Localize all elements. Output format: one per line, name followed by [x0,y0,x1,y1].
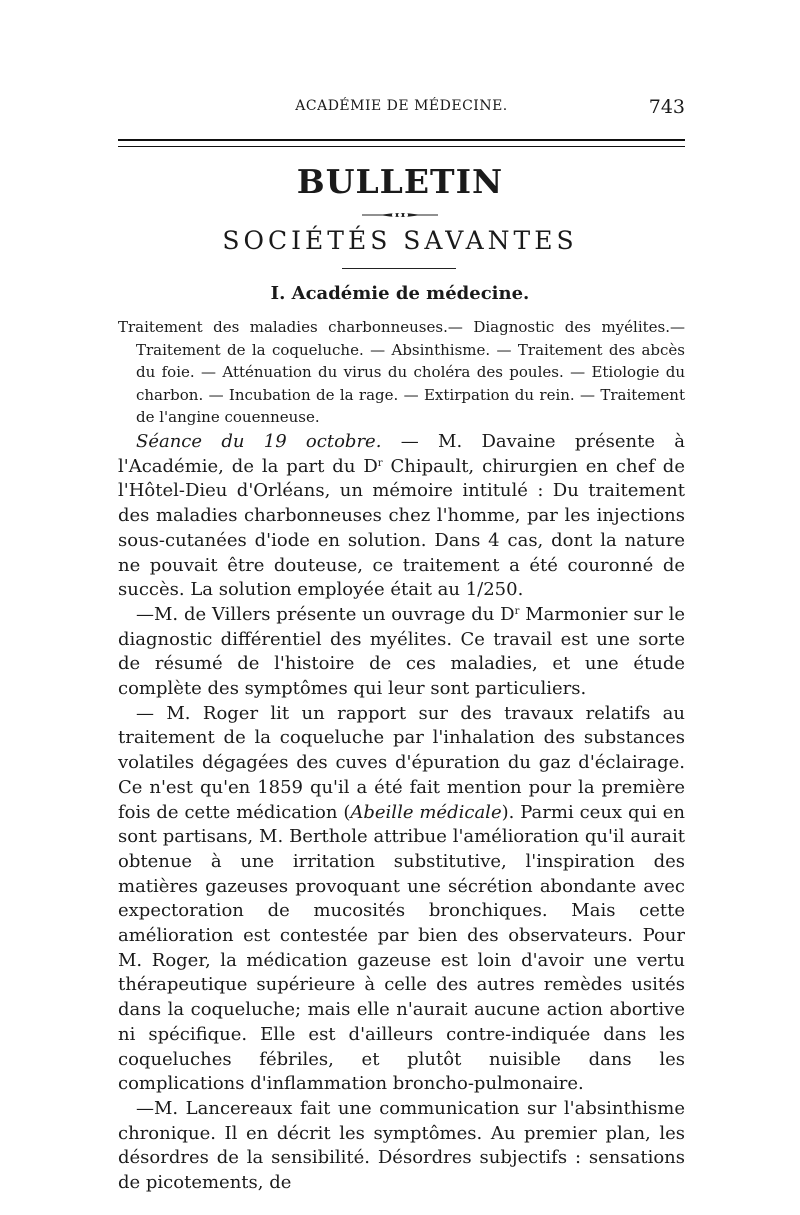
bulletin-title: BULLETIN [296,162,504,201]
section-summary [118,316,685,429]
section-rule [342,268,456,269]
seance-date: Séance du 19 octobre. [136,431,382,452]
paragraph-roger [118,702,685,1097]
ornament-divider [360,210,440,220]
journal-title: Abeille médicale [350,801,502,823]
running-head [118,98,685,122]
paragraph-text: ). Parmi ceux qui en sont partisans, M. Berthole attribue l'amélioration qu'il aurait obtenue à une irritation substitutive, l'inspiration des matières gazeuses provoquant une sécrétion abondante avec expectoration de mucosités bronchiques. Mais cette amélioration est contestée par bien des observateurs. Pour M. Roger, la médication gazeuse est loin d'avoir une vertu thérapeutique supérieure à celle des autres remèdes usités dans la coqueluche; mais elle n'aurait aucune action abortive ni spécifique. Elle est d'ailleurs contre-indiquée dans les coqueluches fébriles, et plutôt nuisible dans les complications d'inflammation broncho-pulmonaire. [118,801,685,1095]
paragraph-text: — M. Davaine présente à l'Académie, de la part du D [118,431,685,477]
article-body [118,430,685,1196]
superscript: r [514,605,520,617]
paragraph-villers [118,603,685,702]
paragraph-text: Chipault, chirurgien en chef de l'Hôtel-Dieu d'Orléans, un mémoire intitulé : Du traitement des maladies charbonneuses chez l'homme, par les injections sous-cutanées d'iode en solution. Dans 4 cas, dont la nature ne pouvait être douteuse, ce traitement a été couronné de succès. La solution employée était au 1/250. [118,455,685,601]
paragraph-davaine [118,430,685,603]
summary-text: Traitement des maladies charbonneuses.— Diagnostic des myélites.— Traitement de la coqueluche. — Absinthisme. — Traitement des abcès du foie. — Atténuation du virus du choléra des poules. — Etiologie du charbon. — Incubation de la rage. — Extirpation du rein. — Traitement de l'angine couenneuse. [118,318,685,427]
societes-savantes-title: SOCIÉTÉS SAVANTES [222,226,578,255]
paragraph-lancereaux: —M. Lancereaux fait une communication sur l'absinthisme chronique. Il en décrit les symptômes. Au premier plan, les désordres de la sensibilité. Désordres subjectifs : sensations de picotements, de [118,1097,685,1194]
paragraph-text: — M. Roger lit un rapport sur des travaux relatifs au traitement de la coqueluche par l'inhalation des substances volatiles dégagées des cuves d'épuration du gaz d'éclairage. Ce n'est qu'en 1859 qu'il a été fait mention pour la première fois de cette médication ( [118,702,685,823]
running-title: ACADÉMIE DE MÉDECINE. [295,98,508,114]
page-number: 743 [648,96,685,118]
superscript: r [377,457,383,469]
paragraph-text: Marmonier sur le diagnostic différentiel des myélites. Ce travail est une sorte de résumé de l'histoire de ces maladies, et une étude complète des symptômes qui leur sont particuliers. [118,603,685,700]
section-heading: I. Académie de médecine. [270,283,530,304]
header-double-rule [118,139,685,147]
paragraph-text: —M. de Villers présente un ouvrage du D [136,603,515,625]
